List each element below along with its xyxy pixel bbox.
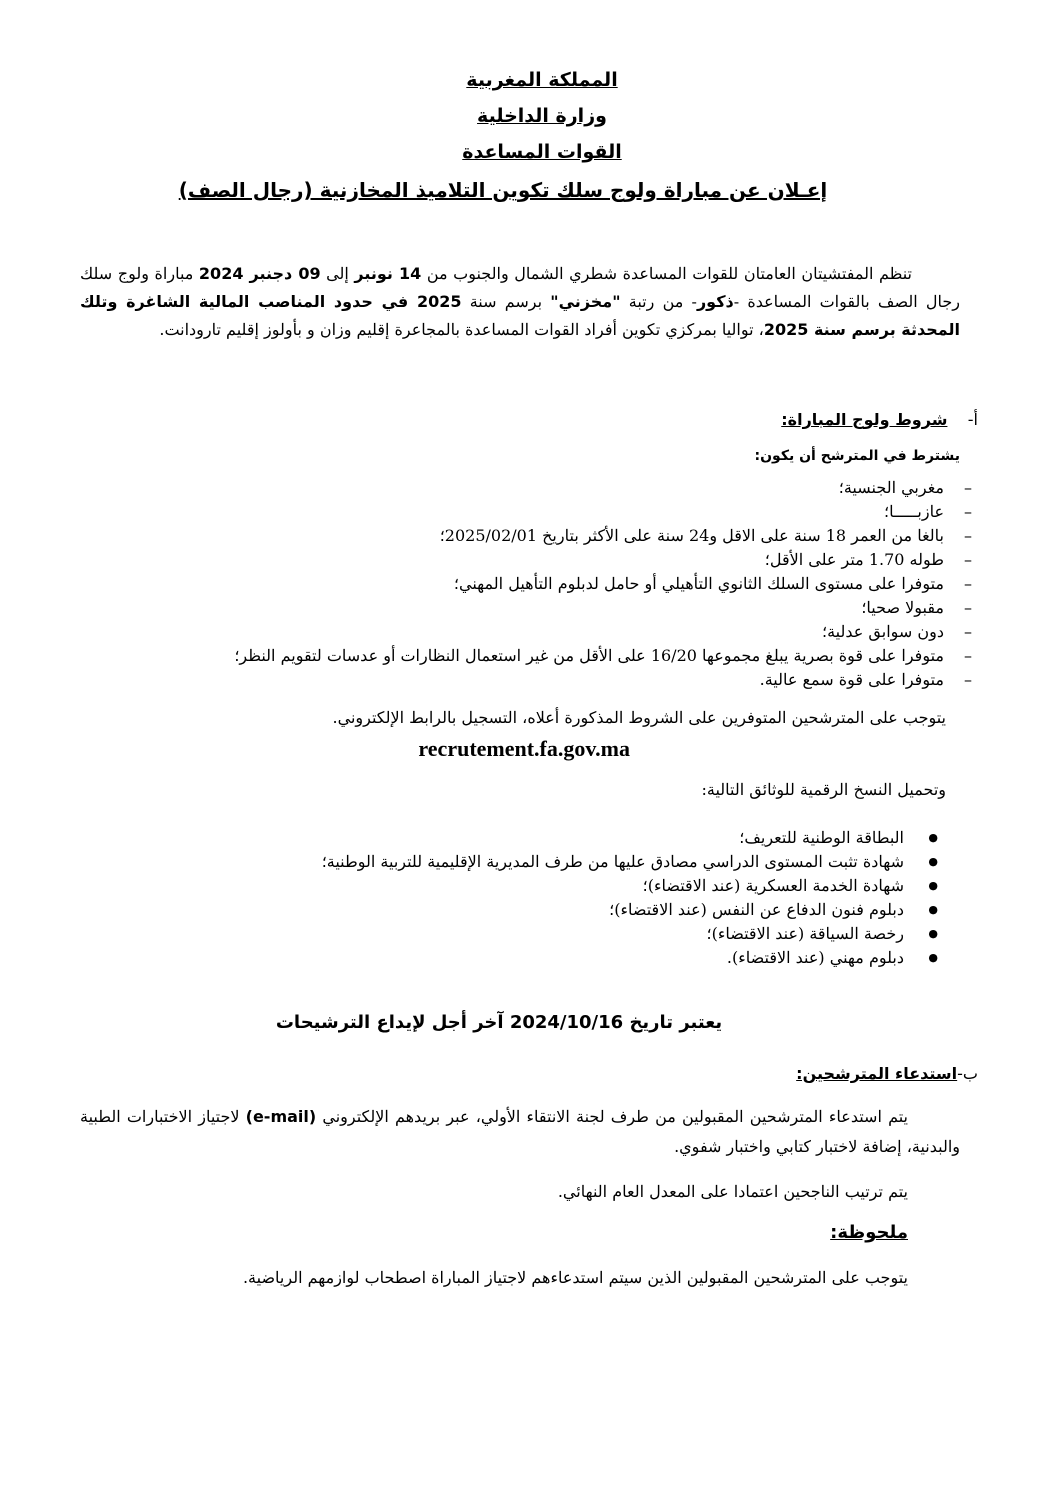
- list-item: – متوفرا على مستوى السلك الثانوي التأهيلي أو حامل لدبلوم التأهيل المهني؛: [234, 572, 972, 596]
- list-item: – متوفرا على قوة بصرية يبلغ مجموعها 16/20 على الأقل من غير استعمال النظارات أو عدسات لتقويم النظر؛: [234, 644, 972, 668]
- header-auxiliary-forces: القوات المساعدة: [462, 141, 622, 163]
- section-b-title: استدعاء المترشحين:: [796, 1064, 958, 1083]
- header-ministry: وزارة الداخلية: [477, 105, 607, 127]
- section-a-marker: أ-: [967, 410, 978, 429]
- section-a-heading: [781, 408, 978, 432]
- list-item: ● رخصة السياقة (عند الاقتضاء)؛: [322, 922, 938, 946]
- upload-instruction: وتحميل النسخ الرقمية للوثائق التالية:: [701, 780, 946, 799]
- section-a-subheading: يشترط في المترشح أن يكون:: [754, 448, 960, 464]
- registration-link[interactable]: recrutement.fa.gov.ma: [418, 736, 630, 761]
- list-item: – بالغا من العمر 18 سنة على الاقل و24 سنة على الأكثر بتاريخ 2025/02/01؛: [234, 524, 972, 548]
- list-item: ● دبلوم مهني (عند الاقتضاء).: [322, 946, 938, 970]
- list-item: – عازبـــــا؛: [234, 500, 972, 524]
- list-item: – طوله 1.70 متر على الأقل؛: [234, 548, 972, 572]
- section-a-title: شروط ولوج المباراة:: [781, 410, 948, 429]
- note-text: يتوجب على المترشحين المقبولين الذين سيتم استدعاءهم لاجتياز المباراة اصطحاب لوازمهم الرياضية.: [242, 1268, 908, 1287]
- header-kingdom: المملكة المغربية: [466, 69, 618, 91]
- intro-paragraph: تنظم المفتشيتان العامتان للقوات المساعدة شطري الشمال والجنوب من 14 نونبر إلى 09 دجنبر 2024 مباراة ولوج سلك رجال الصف بالقوات المساعدة -ذكور- من رتبة "مخزني" برسم سنة 2025 في حدود المناصب المالية الشاغرة وتلك المحدثة برسم سنة 2025، تواليا بمركزي تكوين أفراد القوات المساعدة بالمجاعرة إقليم وزان و بأولوز إقليم تارودانت.: [80, 264, 960, 339]
- list-item: – مقبولا صحيا؛: [234, 596, 972, 620]
- section-b-heading: [796, 1062, 978, 1086]
- conditions-list: [234, 476, 972, 692]
- ranking-text: يتم ترتيب الناجحين اعتمادا على المعدل العام النهائي.: [557, 1182, 908, 1201]
- deadline-notice: يعتبر تاريخ 2024/10/16 آخر أجل لإيداع الترشيحات: [275, 1012, 723, 1033]
- list-item: – متوفرا على قوة سمع عالية.: [234, 668, 972, 692]
- list-item: ● شهادة تثبت المستوى الدراسي مصادق عليها من طرف المديرية الإقليمية للتربية الوطنية؛: [322, 850, 938, 874]
- note-heading: ملحوظة:: [830, 1222, 908, 1243]
- list-item: ● دبلوم فنون الدفاع عن النفس (عند الاقتضاء)؛: [322, 898, 938, 922]
- section-b-marker: ب-: [957, 1064, 978, 1083]
- list-item: – مغربي الجنسية؛: [234, 476, 972, 500]
- list-item: ● البطاقة الوطنية للتعريف؛: [322, 826, 938, 850]
- documents-list: [322, 826, 938, 970]
- announcement-title: إعـلان عن مباراة ولوج سلك تكوين التلاميذ المخازنية (رجال الصف): [178, 178, 828, 202]
- list-item: ● شهادة الخدمة العسكرية (عند الاقتضاء)؛: [322, 874, 938, 898]
- list-item: – دون سوابق عدلية؛: [234, 620, 972, 644]
- register-instruction: يتوجب على المترشحين المتوفرين على الشروط المذكورة أعلاه، التسجيل بالرابط الإلكتروني.: [332, 708, 946, 727]
- convocation-paragraph: يتم استدعاء المترشحين المقبولين من طرف لجنة الانتقاء الأولي، عبر بريدهم الإلكتروني (e-mail) لاجتياز الاختبارات الطبية والبدنية، إضافة لاختبار كتابي واختبار شفوي.: [80, 1107, 960, 1156]
